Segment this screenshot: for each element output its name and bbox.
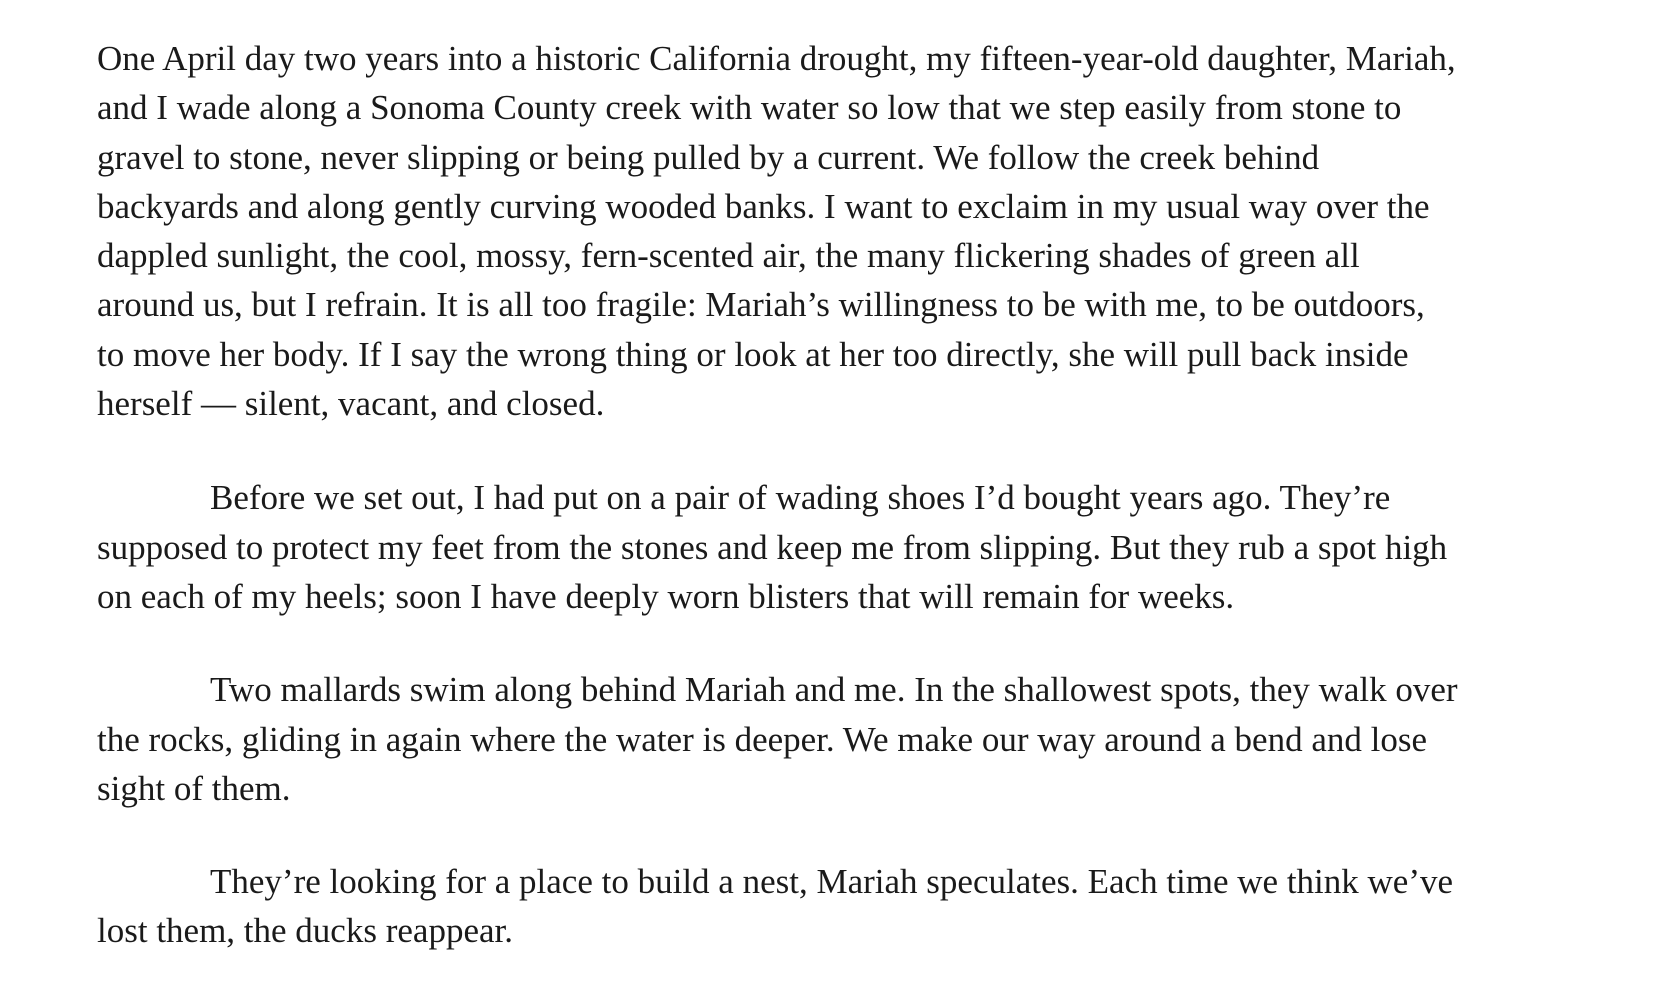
paragraph-2: Before we set out, I had put on a pair of wading shoes I’d bought years ago. They’re supposed to protect my feet from the stones and keep me from slipping. But they rub a spot high on each of my heels; soon I have deeply worn blisters that will remain for weeks.: [97, 478, 1448, 616]
body-text: [97, 34, 1597, 956]
paragraph-3: Two mallards swim along behind Mariah and me. In the shallowest spots, they walk over the rocks, gliding in again where the water is deeper. We make our way around a bend and lose sight of them.: [97, 670, 1458, 808]
paragraph-4: They’re looking for a place to build a nest, Mariah speculates. Each time we think we’ve lost them, the ducks reappear.: [97, 862, 1454, 951]
paragraph-1: One April day two years into a historic California drought, my fifteen-year-old daughter, Mariah, and I wade along a Sonoma County creek with water so low that we step easily from stone to gravel to stone, never slipping or being pulled by a current. We follow the creek behind backyards and along gently curving wooded banks. I want to exclaim in my usual way over the dappled sunlight, the cool, mossy, fern-scented air, the many flickering shades of green all around us, but I refrain. It is all too fragile: Mariah’s willingness to be with me, to be outdoors, to move her body. If I say the wrong thing or look at her too directly, she will pull back inside herself — silent, vacant, and closed.: [97, 39, 1456, 424]
